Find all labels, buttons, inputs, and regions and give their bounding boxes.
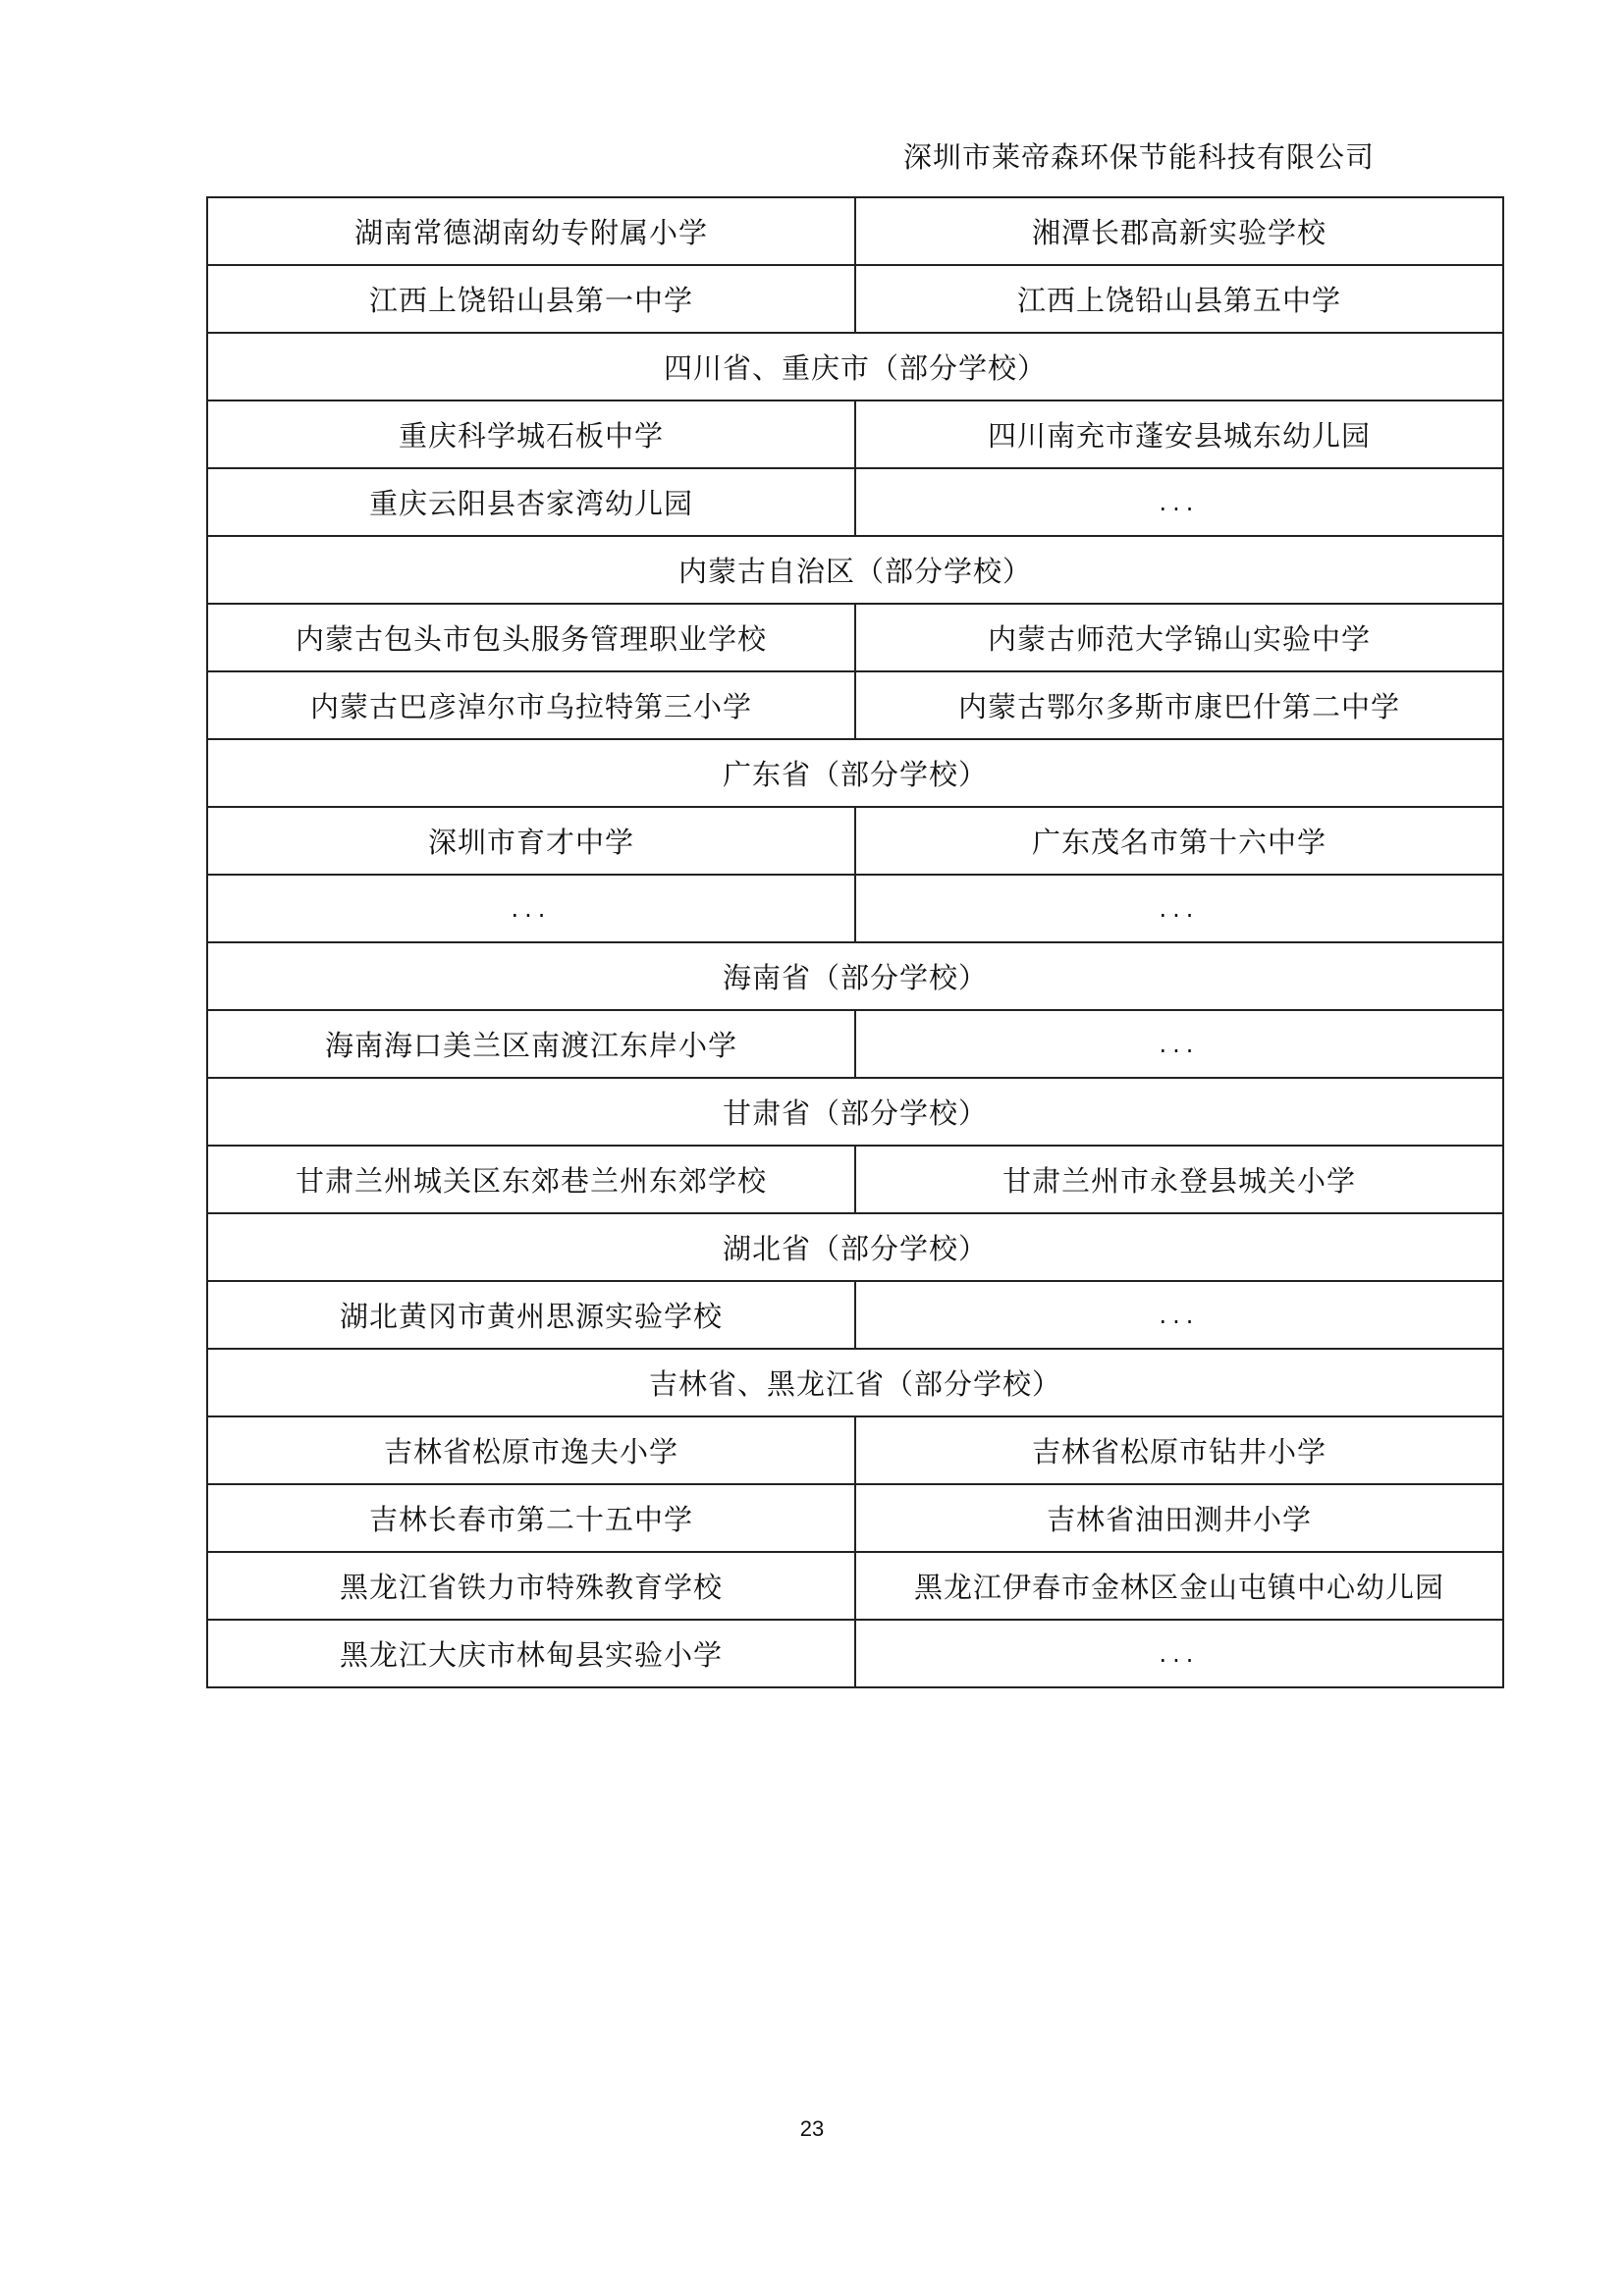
school-cell-right: 内蒙古鄂尔多斯市康巴什第二中学: [855, 671, 1503, 739]
table-row: [207, 1484, 1503, 1552]
school-cell-left: 吉林省松原市逸夫小学: [207, 1416, 855, 1484]
region-header-row: [207, 1078, 1503, 1146]
school-cell-left: 吉林长春市第二十五中学: [207, 1484, 855, 1552]
school-cell-right: ...: [855, 468, 1503, 536]
school-cell-left: 内蒙古包头市包头服务管理职业学校: [207, 604, 855, 671]
school-cell-right: 广东茂名市第十六中学: [855, 807, 1503, 875]
school-cell-right: 四川南充市蓬安县城东幼儿园: [855, 400, 1503, 468]
region-header: 甘肃省（部分学校）: [207, 1078, 1503, 1146]
table-row: [207, 1281, 1503, 1349]
school-cell-left: ...: [207, 875, 855, 942]
company-header: 深圳市莱帝森环保节能科技有限公司: [902, 140, 1375, 174]
table-row: [207, 671, 1503, 739]
school-cell-left: 海南海口美兰区南渡江东岸小学: [207, 1010, 855, 1078]
region-header: 海南省（部分学校）: [207, 942, 1503, 1010]
school-cell-right: 内蒙古师范大学锦山实验中学: [855, 604, 1503, 671]
table-row: [207, 1146, 1503, 1213]
school-cell-right: ...: [855, 1010, 1503, 1078]
school-list-body: [207, 197, 1503, 1687]
region-header: 吉林省、黑龙江省（部分学校）: [207, 1349, 1503, 1416]
school-cell-right: ...: [855, 875, 1503, 942]
region-header: 湖北省（部分学校）: [207, 1213, 1503, 1281]
school-cell-left: 甘肃兰州城关区东郊巷兰州东郊学校: [207, 1146, 855, 1213]
table-row: [207, 265, 1503, 333]
school-cell-left: 重庆科学城石板中学: [207, 400, 855, 468]
school-cell-left: 黑龙江大庆市林甸县实验小学: [207, 1620, 855, 1687]
table-row: [207, 400, 1503, 468]
school-cell-left: 内蒙古巴彦淖尔市乌拉特第三小学: [207, 671, 855, 739]
school-cell-right: 黑龙江伊春市金林区金山屯镇中心幼儿园: [855, 1552, 1503, 1620]
table-row: [207, 875, 1503, 942]
school-cell-left: 黑龙江省铁力市特殊教育学校: [207, 1552, 855, 1620]
region-header-row: [207, 333, 1503, 400]
school-cell-right: 吉林省油田测井小学: [855, 1484, 1503, 1552]
table-row: [207, 1416, 1503, 1484]
table-row: [207, 604, 1503, 671]
region-header: 广东省（部分学校）: [207, 739, 1503, 807]
table-row: [207, 1552, 1503, 1620]
school-cell-right: 江西上饶铅山县第五中学: [855, 265, 1503, 333]
table-row: [207, 1620, 1503, 1687]
region-header: 内蒙古自治区（部分学校）: [207, 536, 1503, 604]
school-cell-right: ...: [855, 1620, 1503, 1687]
region-header-row: [207, 1213, 1503, 1281]
region-header-row: [207, 739, 1503, 807]
page-number: 23: [799, 2116, 825, 2141]
school-cell-right: 湘潭长郡高新实验学校: [855, 197, 1503, 265]
school-cell-right: 吉林省松原市钻井小学: [855, 1416, 1503, 1484]
region-header-row: [207, 1349, 1503, 1416]
school-list-table: [206, 196, 1504, 1688]
school-cell-left: 湖南常德湖南幼专附属小学: [207, 197, 855, 265]
table-row: [207, 197, 1503, 265]
region-header-row: [207, 942, 1503, 1010]
table-row: [207, 468, 1503, 536]
school-cell-left: 江西上饶铅山县第一中学: [207, 265, 855, 333]
school-cell-right: 甘肃兰州市永登县城关小学: [855, 1146, 1503, 1213]
school-cell-left: 深圳市育才中学: [207, 807, 855, 875]
school-cell-right: ...: [855, 1281, 1503, 1349]
region-header-row: [207, 536, 1503, 604]
region-header: 四川省、重庆市（部分学校）: [207, 333, 1503, 400]
school-cell-left: 重庆云阳县杏家湾幼儿园: [207, 468, 855, 536]
table-row: [207, 1010, 1503, 1078]
school-cell-left: 湖北黄冈市黄州思源实验学校: [207, 1281, 855, 1349]
table-row: [207, 807, 1503, 875]
